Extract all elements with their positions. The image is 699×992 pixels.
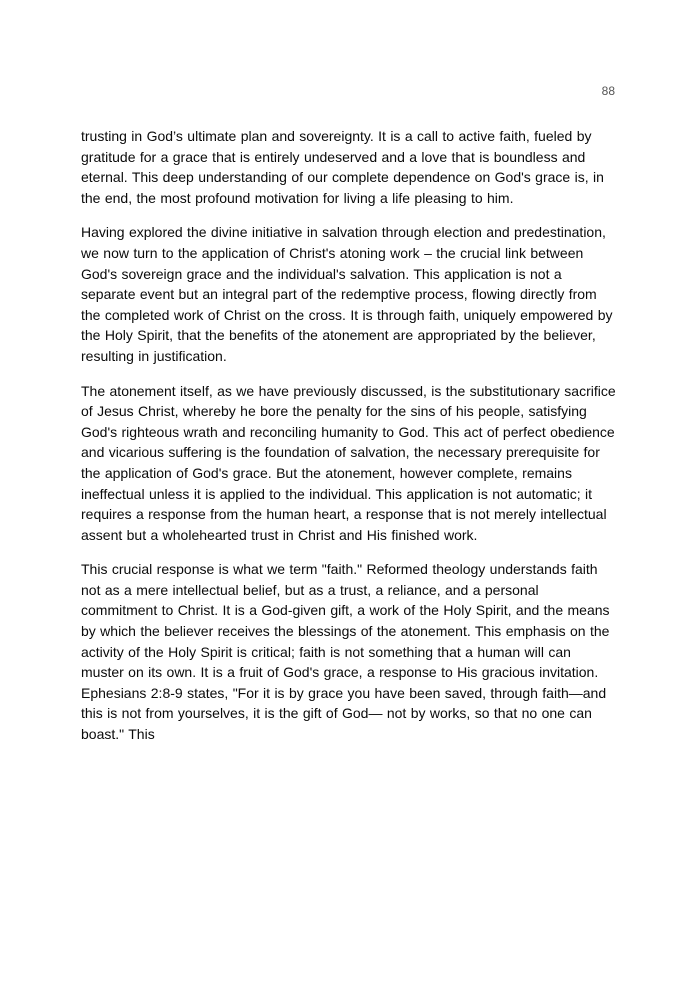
body-text bbox=[81, 126, 618, 759]
paragraph: This crucial response is what we term "faith." Reformed theology understands faith not as a mere intellectual belief, but as a trust, a reliance, and a personal commitment to Christ. It is a God-given gift, a work of the Holy Spirit, and the means by which the believer receives the blessings of the atonement. This emphasis on the activity of the Holy Spirit is critical; faith is not something that a human will can muster on its own. It is a fruit of God's grace, a response to His gracious invitation. Ephesians 2:8-9 states, "For it is by grace you have been saved, through faith—and this is not from yourselves, it is the gift of God— not by works, so that no one can boast." This bbox=[81, 561, 610, 743]
paragraph: The atonement itself, as we have previously discussed, is the substitutionary sacrifice of Jesus Christ, whereby he bore the penalty for the sins of his people, satisfying God's righteous wrath and reconciling humanity to God. This act of perfect obedience and vicarious suffering is the foundation of salvation, the necessary prerequisite for the application of God's grace. But the atonement, however complete, remains ineffectual unless it is applied to the individual. This application is not automatic; it requires a response from the human heart, a response that is not merely intellectual assent but a wholehearted trust in Christ and His finished work. bbox=[81, 382, 616, 543]
page-number: 88 bbox=[601, 84, 615, 98]
paragraph: Having explored the divine initiative in salvation through election and predestination, we now turn to the application of Christ's atoning work – the crucial link between God's sovereign grace and the individual's salvation. This application is not a separate event but an integral part of the redemptive process, flowing directly from the completed work of Christ on the cross. It is through faith, uniquely empowered by the Holy Spirit, that the benefits of the atonement are appropriated by the believer, resulting in justification. bbox=[81, 224, 613, 364]
paragraph: trusting in God’s ultimate plan and sovereignty. It is a call to active faith, fueled by gratitude for a grace that is entirely undeserved and a love that is boundless and eternal. This deep understanding of our complete dependence on God's grace is, in the end, the most profound motivation for living a life pleasing to him. bbox=[81, 128, 604, 206]
